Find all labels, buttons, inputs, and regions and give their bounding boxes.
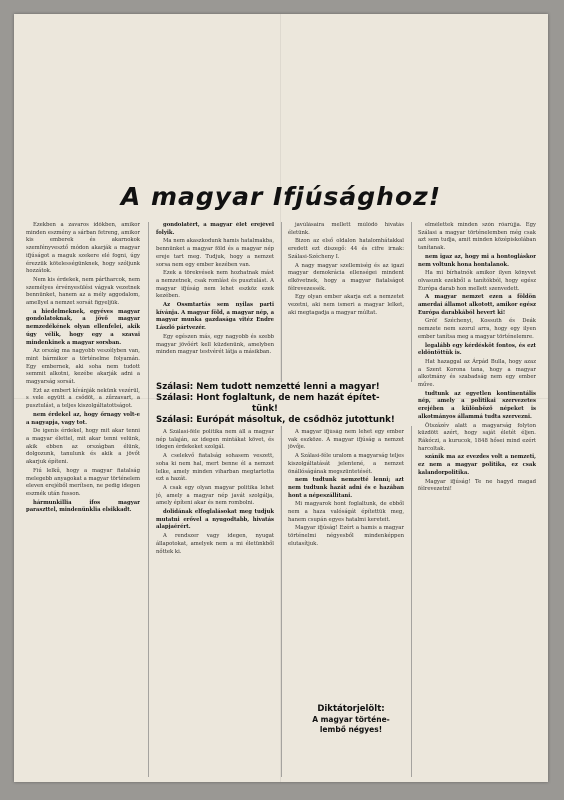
text-column-2-top [156, 222, 274, 382]
paragraph: javúlásaira mellett múlódó hívatás életünk. [288, 222, 404, 236]
bold-paragraph: nem tudtunk nemzetté lenni; azt nem tudtunk hazát adni és e hazában hont a népeszállítani. [288, 477, 404, 499]
slogan-line: Szálasi: Hont foglaltunk, de nem hazát építet- [156, 393, 380, 403]
paragraph: Az ország ma nagyobb veszélyben van, mint bármikor a történelme folyamán. Egy embernek, aki soha nem tudott semmit alkotni, kezébe akarják adni a magyarság sorsát. [26, 348, 140, 386]
paragraph: Gróf Széchenyi, Kossuth és Deák nemzete nem szorul arra, hogy egy ilyen ember tanítsa meg a magyar történelemre. [418, 318, 536, 340]
bold-paragraph: legalább egy kérdésköt fontos, és ezt eldöntöttük is. [418, 342, 536, 357]
paragraph: A Szálasi-féle uralom a magyarság teljes kiszolgáltatását jelentené, a nemzet önállóságának megszüntetését. [288, 453, 404, 475]
bold-paragraph: A magyar nemzet ezen a földön amerdai államot alkotott, amikor egész Európa darabkából hevert ki! [418, 294, 536, 316]
column-rule [411, 222, 412, 777]
paragraph: Ezt az embert kívánják nekünk vezérül, s vele együtt a csődöt, a zűrzavart, a pusztulást, a teljes kiszolgáltatottságot. [26, 387, 140, 410]
paragraph: Ezekben a zavaros időkben, amikor minden eszmény a sárban fetreng, amikor kis emberek és akarnokok szemfényvesztő módon akarják a magyar ifjúságot a maguk szekere elé fogni, úgy érezzük kötelességünknek, hogy szóljunk hozzátok. [26, 222, 140, 275]
column-rule [281, 222, 282, 777]
slogan-block [156, 382, 418, 426]
paragraph: Ha mi bírhatnók amikor ilyen könyvet olvasunk ezekből a tanítókból, hogy egész Európa darab hon mellett szenvedett. [418, 270, 536, 292]
bold-paragraph: nem érdekel az, hogy őrnagy volt-e a nagyapja, vagy tot. [26, 411, 140, 426]
paragraph: Ma nem akaszkodunk hamis hatalmakba, bennünket a magyar föld és a magyar nép ereje tart meg. Tudjuk, hogy a nemzet sorsa nem egy ember kezében van. [156, 238, 274, 268]
paragraph: A Szálasi-féle politika nem áll a magyar nép talaján, az idegen mintákat követ, és idegen érdekeket szolgál. [156, 429, 274, 451]
bold-paragraph: tudtunk az egyetlen kontinentális nép, amely a politikai szervezetes erejében a különböző népeket is alkotmányos állammá tudta szervezni. [418, 390, 536, 420]
bold-paragraph: Az Ossmtartás sem nyilas parti kívánja. A magyar föld, a magyar nép, a magyar munka gazdasága vitéz Endre László pártvezér. [156, 302, 274, 332]
paragraph: elmélettek minden szón rőarújja. Egy Szálasi a magyar történelemben még csak azt sem tudja, amit minden középiskolában tanítanak. [418, 222, 536, 252]
paragraph: Egy egészen más, egy nagyobb és szebb magyar jövőért kell küzdenünk, amelyben minden magyar testvérét látja a másikban. [156, 333, 274, 356]
column-rule [148, 222, 149, 777]
paragraph: A rendszer vagy idegen, nyugat állapotokat, amelyek nem a mi életünkből nőttek ki. [156, 533, 274, 555]
paragraph: Egy olyan ember akarja ezt a nemzetet vezetni, aki nem ismeri a magyar lelket, aki megtagadja a magyar múltat. [288, 294, 404, 316]
paragraph: Ötszázév alatt a magyarság folyton küzdött azért, hogy saját életét éljen. Rákóczi, a kurucok, 1848 hősei mind ezért harcoltak. [418, 422, 536, 452]
paragraph: A cselekvő fiatalság sohasem veszett, soha ki nem hal, mert benne él a nemzet lelke, amely minden viharban megtartotta ezt a hazát. [156, 453, 274, 483]
paragraph: Ezek a törekvések nem hozhatnak mást a nemzetnek, csak romlást és pusztulást. A magyar ifjúság nem lehet eszköz ezek kezében. [156, 270, 274, 300]
paragraph: Mi magyarok hont foglaltunk, de ebből nem a haza valóságát építettük meg, hanem csupán egyes hatalmi kereteit. [288, 501, 404, 523]
bold-paragraph: hármunkillia ifos magyar paraszttel, mindenünklia elsikkadt. [26, 499, 140, 514]
bold-paragraph: gondolatért, a magyar élet erejével folyik. [156, 222, 274, 236]
paragraph: Magyar ifjúság! Ezért a hamis a magyar történelmi négyesből mindenképpen elutasítjuk. [288, 525, 404, 547]
slogan-line: Szálasi: Nem tudott nemzetté lenni a magyar! [156, 382, 380, 392]
bold-paragraph: dolidának elfoglalásokat meg tudjuk mutatni erővel a nyugodtabb, hivatás alapjaérért. [156, 509, 274, 531]
text-column-3-bottom [288, 429, 404, 699]
box-line: lembő négyes! [319, 724, 383, 734]
paragraph: Fiú lelkű, hogy a magyar fiatalság melegebb anyagokat a magyar történelem eleven erejéből merítsen, ne pedig idegen eszmék után fusson. [26, 467, 140, 497]
text-column-3-top [288, 222, 404, 382]
paragraph: A csak egy olyan magyar politika lehet jó, amely a magyar nép javát szolgálja, amely építeni akar és nem rombolni. [156, 484, 274, 507]
paragraph: Bizon az első oldalon hatalomhátakkal eredett ezt diszegő: 44 és cifre irnak: Szálasi-Szécheny I. [288, 238, 404, 260]
dictator-candidate-box [306, 704, 396, 734]
slogan-line: tünk! [252, 404, 278, 414]
paragraph: A nagy magyar szellemiség és az igazi magyar demokrácia ellenségei mindent elkövetnek, hogy a magyar fiatalságot félrevezessék. [288, 262, 404, 292]
paragraph: Magyar ifjúság! Te ne hagyd magad félrevezetni! [418, 478, 536, 493]
box-title: Diktátorjelölt: [317, 704, 385, 714]
poster-headline: A magyar Ifjúsághoz! [120, 182, 442, 211]
text-column-2-bottom [156, 429, 274, 777]
text-column-1 [26, 222, 140, 777]
text-column-4 [418, 222, 536, 777]
box-line: A magyar történe- [312, 715, 390, 724]
poster-sheet [14, 14, 548, 782]
paragraph: Nem kis érdekek, nem pártharcok, nem személyes érvényesülési vágyak vezetnek bennünket, hanem az a mély aggodalom, amellyel a nemzet sorsát figyeljük. [26, 276, 140, 307]
bold-paragraph: nem igaz az, hogy mi a hontogláskor nem voltunk hona hontalanok. [418, 253, 536, 268]
slogan-line: Szálasi: Európát másoltuk, de csődhöz jutottunk! [156, 415, 395, 425]
paragraph: Hat hazaggal az Árpád Bulla, hogy azaz a Szent Korona tana, hogy a magyar alkotmány és szabadság nem egy ember műve. [418, 358, 536, 389]
bold-paragraph: a hiedelmeknek, egyéves magyar gondolatoknak, a jövő magyar nemzedékének olyan ellenfelei, akik úgy vélik, hogy egy a szavai mindenkinek a magyar sorsban. [26, 308, 140, 346]
paragraph: A magyar ifjúság nem lehet egy ember vak eszköze. A magyar ifjúság a nemzet jövője. [288, 429, 404, 451]
bold-paragraph: szánik ma az evezdes volt a nemzeti, ez nem a magyar politika, ez csak kalandorpolitika. [418, 454, 536, 476]
paragraph: De igenis érdekel, hogy mit akar tenni a magyar élettel, mit akar tenni velünk, akik ebben az országban élünk, dolgozunk, tanulunk és akik a jövőt akarjuk építeni. [26, 428, 140, 466]
